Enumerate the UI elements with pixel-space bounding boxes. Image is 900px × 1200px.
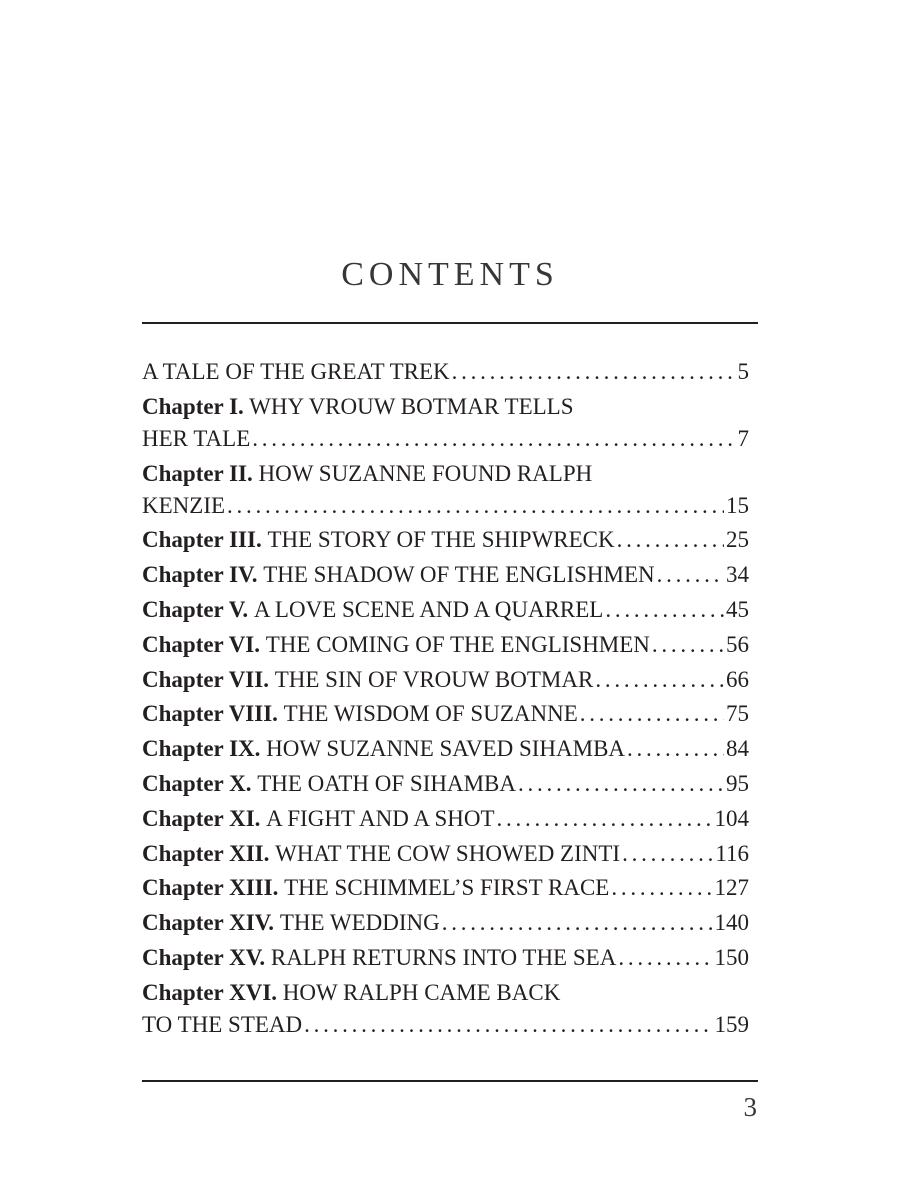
chapter-label: Chapter III. <box>142 527 262 553</box>
entry-title: WHAT THE COW SHOWED ZINTI <box>275 840 621 866</box>
entry-page-number: 56 <box>726 631 749 657</box>
chapter-label: Chapter VI. <box>142 631 260 657</box>
toc-entry[interactable] <box>142 977 749 1041</box>
chapter-label: Chapter VIII. <box>142 701 278 727</box>
toc-entry[interactable] <box>142 733 749 765</box>
toc-entry[interactable] <box>142 559 749 591</box>
chapter-label: Chapter XII. <box>142 840 270 866</box>
entry-page-number: 75 <box>726 701 749 727</box>
entry-page-number: 25 <box>726 527 749 553</box>
toc-entry[interactable] <box>142 391 749 455</box>
chapter-label: Chapter VII. <box>142 666 269 692</box>
toc-entry[interactable] <box>142 698 749 730</box>
top-divider <box>142 322 758 324</box>
dot-leader <box>442 907 713 939</box>
entry-page-number: 95 <box>726 770 749 796</box>
toc-entry[interactable] <box>142 594 749 626</box>
dot-leader <box>518 768 724 800</box>
dot-leader <box>657 559 724 591</box>
dot-leader <box>497 803 713 835</box>
chapter-label: Chapter II. <box>142 460 253 486</box>
entry-title: HOW SUZANNE SAVED SIHAMBA <box>266 736 626 762</box>
dot-leader <box>580 698 724 730</box>
entry-title: THE SCHIMMEL’S FIRST RACE <box>284 875 610 901</box>
entry-page-number: 159 <box>714 1011 749 1037</box>
entry-title: THE OATH OF SIHAMBA <box>257 770 516 796</box>
entry-page-number: 116 <box>715 840 749 866</box>
toc-entry[interactable] <box>142 907 749 939</box>
entry-page-number: 7 <box>737 425 749 451</box>
toc-entry[interactable] <box>142 524 749 556</box>
page-title: CONTENTS <box>341 256 559 293</box>
chapter-label: Chapter XI. <box>142 805 261 831</box>
entry-page-number: 150 <box>714 944 749 970</box>
dot-leader <box>618 942 712 974</box>
dot-leader <box>617 524 724 556</box>
entry-page-number: 34 <box>726 562 749 588</box>
chapter-label: Chapter XV. <box>142 944 266 970</box>
entry-title: THE WISDOM OF SUZANNE <box>283 701 578 727</box>
toc-entry[interactable] <box>142 768 749 800</box>
dot-leader <box>622 838 713 870</box>
entry-page-number: 5 <box>737 359 749 384</box>
dot-leader <box>605 594 724 626</box>
toc-entry[interactable] <box>142 838 749 870</box>
dot-leader <box>252 423 735 455</box>
chapter-label: Chapter IX. <box>142 736 261 762</box>
toc-entry[interactable] <box>142 664 749 696</box>
chapter-label: Chapter XIII. <box>142 875 279 901</box>
entry-page-number: 104 <box>714 805 749 831</box>
entry-page-number: 15 <box>726 492 749 518</box>
entry-title: THE COMING OF THE ENGLISHMEN <box>265 631 650 657</box>
dot-leader <box>227 490 724 522</box>
entry-title: TO THE STEAD <box>142 1011 303 1037</box>
toc-entry[interactable] <box>142 872 749 904</box>
entry-title: THE STORY OF THE SHIPWRECK <box>267 527 615 553</box>
toc-entry[interactable] <box>142 356 749 388</box>
dot-leader <box>652 629 724 661</box>
entry-page-number: 66 <box>726 666 749 692</box>
entry-title: HER TALE <box>142 425 251 451</box>
toc-entry[interactable] <box>142 458 749 522</box>
entry-page-number: 45 <box>726 596 749 622</box>
entry-page-number: 127 <box>714 875 749 901</box>
chapter-label: Chapter I. <box>142 393 244 419</box>
table-of-contents <box>142 356 749 1044</box>
entry-title: THE SIN OF VROUW BOTMAR <box>274 666 594 692</box>
entry-title: KENZIE <box>142 492 226 518</box>
entry-title: THE WEDDING <box>279 910 440 936</box>
entry-title: RALPH RETURNS INTO THE SEA <box>270 944 617 970</box>
dot-leader <box>595 664 724 696</box>
entry-title-first-line: HOW RALPH CAME BACK <box>282 979 561 1005</box>
dot-leader <box>611 872 712 904</box>
entry-title: A TALE OF THE GREAT TREK <box>142 359 450 384</box>
dot-leader <box>627 733 724 765</box>
chapter-label: Chapter XIV. <box>142 910 275 936</box>
entry-title: A LOVE SCENE AND A QUARREL <box>253 596 604 622</box>
entry-title: A FIGHT AND A SHOT <box>266 805 495 831</box>
bottom-divider <box>142 1080 758 1082</box>
chapter-label: Chapter V. <box>142 596 249 622</box>
toc-entry[interactable] <box>142 942 749 974</box>
entry-page-number: 140 <box>714 910 749 936</box>
dot-leader <box>452 356 736 388</box>
toc-entry[interactable] <box>142 803 749 835</box>
page-number: 3 <box>743 1092 757 1122</box>
entry-title: THE SHADOW OF THE ENGLISHMEN <box>263 562 655 588</box>
entry-title-first-line: WHY VROUW BOTMAR TELLS <box>249 393 574 419</box>
dot-leader <box>304 1009 712 1041</box>
entry-page-number: 84 <box>726 736 749 762</box>
chapter-label: Chapter XVI. <box>142 979 278 1005</box>
entry-title-first-line: HOW SUZANNE FOUND RALPH <box>258 460 593 486</box>
chapter-label: Chapter X. <box>142 770 252 796</box>
toc-entry[interactable] <box>142 629 749 661</box>
chapter-label: Chapter IV. <box>142 562 258 588</box>
